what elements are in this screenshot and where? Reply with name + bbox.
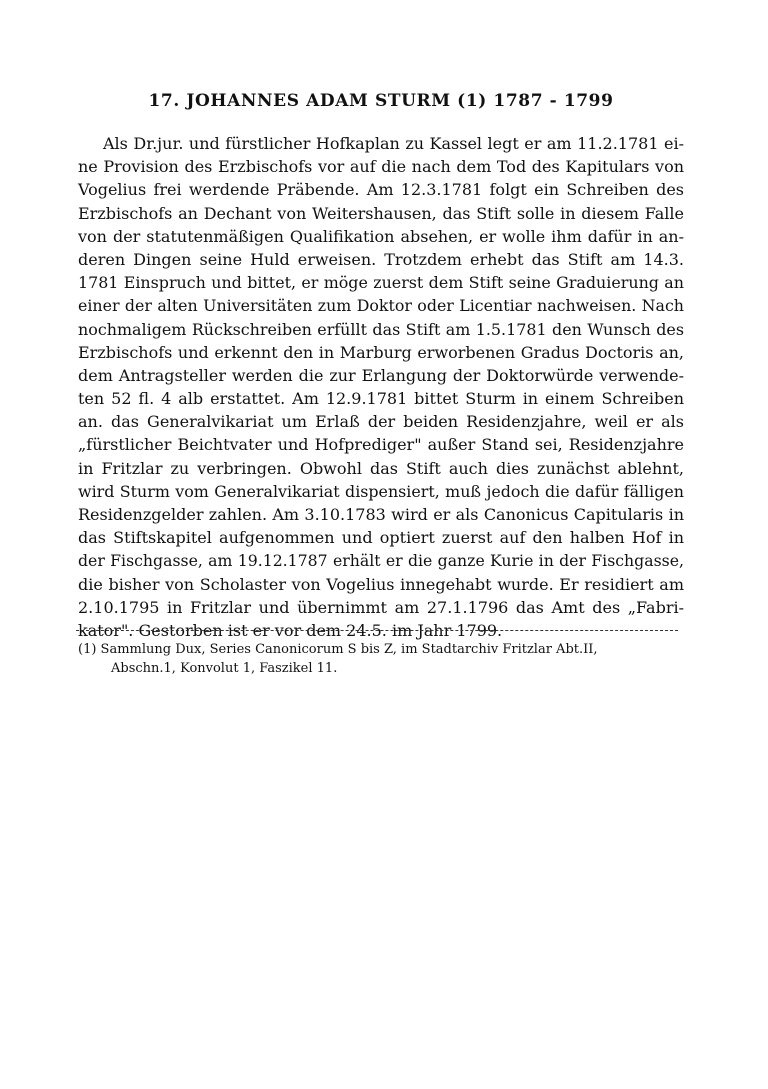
body-line: der Fischgasse, am 19.12.1787 erhält er die ganze Kurie in der Fischgasse,: [78, 551, 684, 571]
body-line: an. das Generalvikariat um Erlaß der beiden Residenzjahre, weil er als: [78, 412, 684, 432]
body-line: Als Dr.jur. und fürstlicher Hofkaplan zu Kassel legt er am 11.2.1781 ei-: [103, 134, 684, 153]
body-line: dem Antragsteller werden die zur Erlangung der Doktorwürde verwende-: [78, 365, 684, 385]
footnote-line: Abschn.1, Konvolut 1, Faszikel 11.: [111, 661, 338, 676]
body-line: die bisher von Scholaster von Vogelius innegehabt wurde. Er residiert am: [78, 574, 684, 594]
footnote-separator: [76, 630, 678, 631]
body-line: „fürstlicher Beichtvater und Hofprediger" außer Stand sei, Residenzjahre: [78, 435, 684, 455]
body-line: in Fritzlar zu verbringen. Obwohl das Stift auch dies zunächst ablehnt,: [78, 458, 684, 478]
body-line: ten 52 fl. 4 alb erstattet. Am 12.9.1781 bittet Sturm in einem Schreiben: [78, 389, 684, 409]
body-line: kator". Gestorben ist er vor dem 24.5. im Jahr 1799.: [78, 620, 503, 640]
body-line: einer der alten Universitäten zum Doktor oder Licentiar nachweisen. Nach: [78, 296, 684, 316]
body-line: Erzbischofs an Dechant von Weitershausen, das Stift solle in diesem Falle: [78, 203, 684, 223]
body-line: nochmaligem Rückschreiben erfüllt das Stift am 1.5.1781 den Wunsch des: [78, 319, 684, 339]
page-title: 17. JOHANNES ADAM STURM (1) 1787 - 1799: [148, 91, 614, 111]
body-line: 2.10.1795 in Fritzlar und übernimmt am 27.1.1796 das Amt des „Fabri-: [78, 597, 684, 617]
body-line: Residenzgelder zahlen. Am 3.10.1783 wird er als Canonicus Capitularis in: [78, 505, 684, 524]
body-line: 1781 Einspruch und bittet, er möge zuerst dem Stift seine Graduierung an: [78, 273, 684, 293]
body-paragraph: [78, 132, 684, 642]
footnote: [78, 640, 678, 678]
body-line: wird Sturm vom Generalvikariat dispensiert, muß jedoch die dafür fälligen: [78, 481, 684, 501]
body-line: ne Provision des Erzbischofs vor auf die nach dem Tod des Kapitulars von: [78, 157, 684, 177]
body-line: von der statutenmäßigen Qualifikation absehen, er wolle ihm dafür in an-: [78, 226, 684, 246]
body-line: das Stiftskapitel aufgenommen und optiert zuerst auf den halben Hof in: [78, 528, 684, 548]
footnote-line: (1) Sammlung Dux, Series Canonicorum S bis Z, im Stadtarchiv Fritzlar Abt.II,: [78, 642, 598, 657]
body-line: Vogelius frei werdende Präbende. Am 12.3.1781 folgt ein Schreiben des: [78, 180, 684, 200]
body-line: deren Dingen seine Huld erweisen. Trotzdem erhebt das Stift am 14.3.: [78, 249, 684, 269]
body-line: Erzbischofs und erkennt den in Marburg erworbenen Gradus Doctoris an,: [78, 342, 684, 362]
